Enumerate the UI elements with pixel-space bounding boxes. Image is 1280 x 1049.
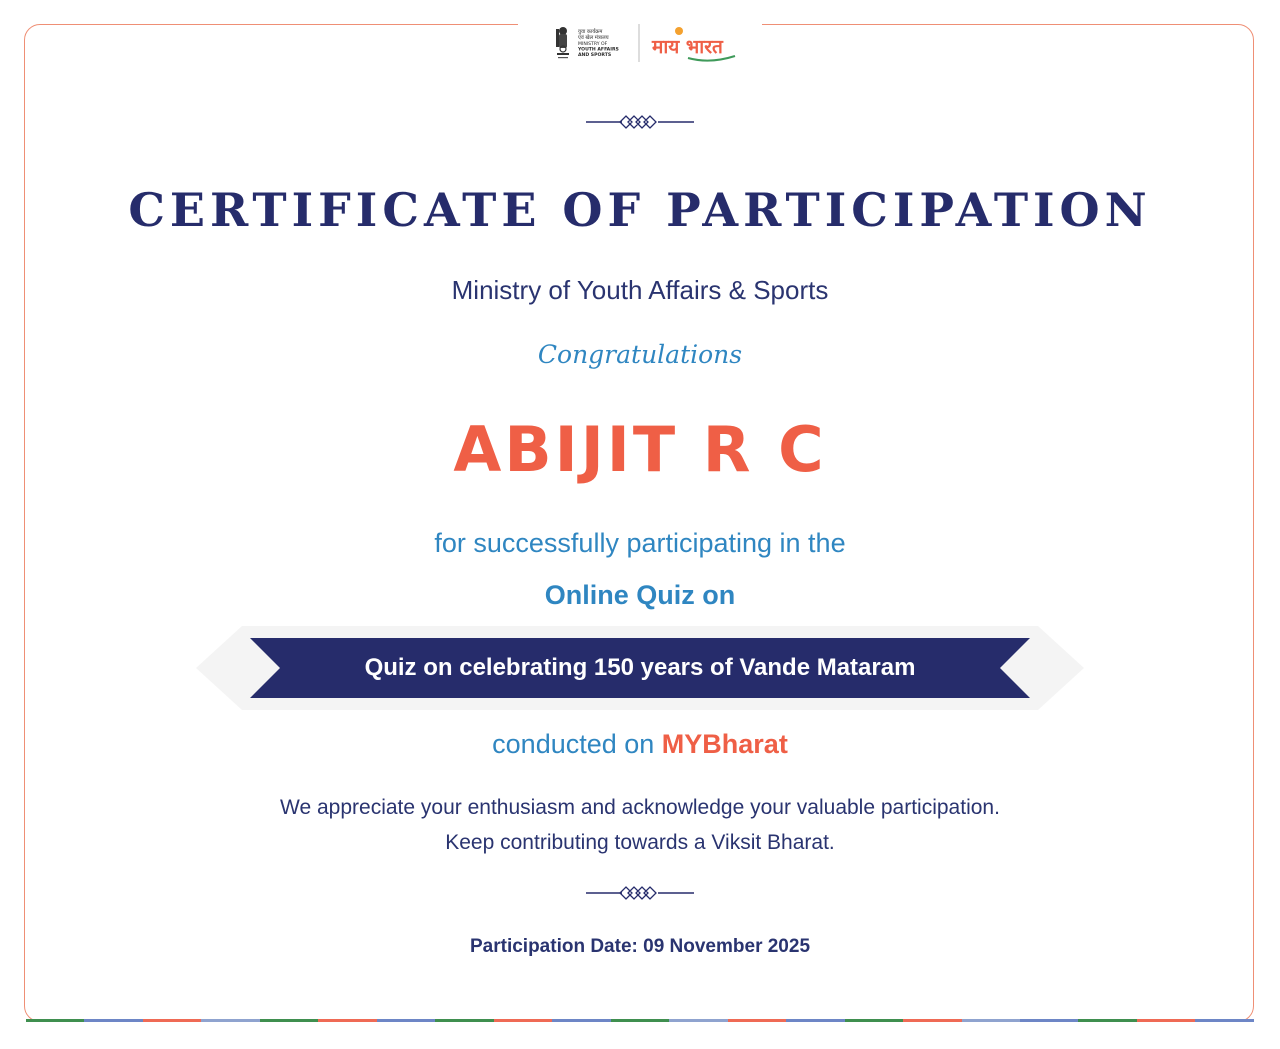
conducted-line xyxy=(0,727,1280,761)
stripe-segment xyxy=(786,1019,844,1022)
stripe-segment xyxy=(1195,1019,1253,1022)
stripe-segment xyxy=(903,1019,961,1022)
issuer-name: Ministry of Youth Affairs & Sports xyxy=(451,275,829,305)
stripe-segment xyxy=(845,1019,903,1022)
emblem-logo-line: MINISTRY OF xyxy=(578,42,608,47)
stripe-segment xyxy=(962,1019,1020,1022)
stripe-segment xyxy=(260,1019,318,1022)
stripe-segment xyxy=(143,1019,201,1022)
stripe-segment xyxy=(377,1019,435,1022)
stripe-segment xyxy=(669,1019,727,1022)
stripe-segment xyxy=(201,1019,259,1022)
stripe-segment xyxy=(435,1019,493,1022)
congratulations-text: Congratulations xyxy=(537,340,743,369)
stripe-segment xyxy=(1078,1019,1136,1022)
stripe-segment xyxy=(728,1019,786,1022)
emblem-logo-line: एवं खेल मंत्रालय xyxy=(578,35,609,41)
stripe-segment xyxy=(318,1019,376,1022)
divider-ornament-top xyxy=(586,113,694,131)
conducted-prefix: conducted on xyxy=(492,729,662,759)
quiz-name: Quiz on celebrating 150 years of Vande Mataram xyxy=(364,654,916,681)
stripe-segment xyxy=(26,1019,84,1022)
stripe-segment xyxy=(494,1019,552,1022)
participation-date: Participation Date: 09 November 2025 xyxy=(469,936,811,957)
emblem-logo-line: युवा कार्यक्रम xyxy=(578,29,603,35)
certificate-title: CERTIFICATE OF PARTICIPATION xyxy=(128,183,1152,237)
stripe-segment xyxy=(552,1019,610,1022)
certificate-border xyxy=(24,24,1254,1022)
emblem-logo-line: YOUTH AFFAIRS xyxy=(578,47,619,53)
appreciation-text xyxy=(0,790,1280,860)
appreciation-line-1: We appreciate your enthusiasm and acknowledge your valuable participation. xyxy=(280,796,1000,819)
quiz-type-line: Online Quiz on xyxy=(544,580,736,610)
mybharat-logo xyxy=(651,27,735,61)
emblem-logo-line: AND SPORTS xyxy=(578,53,612,58)
recipient-name: ABIJIT R C xyxy=(453,413,827,486)
platform-name: MYBharat xyxy=(661,729,788,759)
state-emblem-icon xyxy=(556,27,569,58)
appreciation-line-2: Keep contributing towards a Viksit Bharat. xyxy=(445,831,835,854)
stripe-segment xyxy=(84,1019,142,1022)
stripe-segment xyxy=(611,1019,669,1022)
bottom-color-stripe xyxy=(26,1019,1254,1022)
stripe-segment xyxy=(1137,1019,1195,1022)
quiz-name-ribbon xyxy=(196,626,1084,710)
participation-line: for successfully participating in the xyxy=(434,528,846,558)
header-logos xyxy=(550,20,740,66)
divider-ornament-bottom xyxy=(586,884,694,902)
mybharat-logo-text: माय भारत xyxy=(652,36,723,58)
stripe-segment xyxy=(1020,1019,1078,1022)
